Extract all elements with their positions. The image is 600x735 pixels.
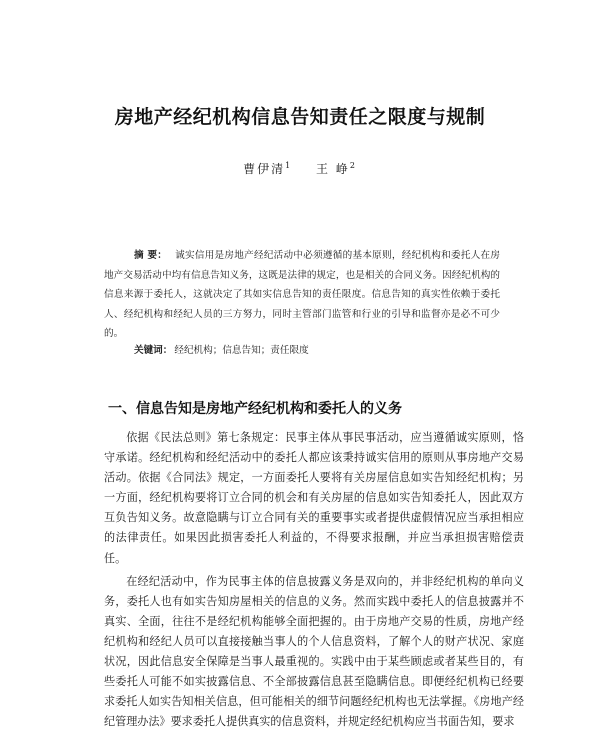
body-text: [104, 428, 524, 735]
body-paragraph: 依据《民法总则》第七条规定：民事主体从事民事活动，应当遵循诚实原则，恪守承诺。经纪机构和经纪活动中的委托人都应该秉持诚实信用的原则从事房地产交易活动。依据《合同法》规定，一方面委托人要将有关房屋信息如实告知经纪机构；另一方面，经纪机构要将订立合同的机会和有关房屋的信息如实告知委托人，因此双方互负告知义务。故意隐瞒与订立合同有关的重要事实或者提供虚假情况应当承担相应的法律责任。如果因此损害委托人利益的，不得要求报酬，并应当承担损害赔偿责任。: [104, 431, 524, 565]
author-name: 王 峥: [316, 162, 350, 176]
keywords-label: 关键词：: [134, 345, 173, 356]
abstract-text: 诚实信用是房地产经纪活动中必须遵循的基本原则，经纪机构和委托人在房地产交易活动中均有信息告知义务，这既是法律的规定，也是相关的合同义务。因经纪机构的信息来源于委托人，这就决定了其如实信息告知的责任限度。信息告知的真实性依赖于委托人、经纪机构和经纪人员的三方努力，同时主管部门监管和行业的引导和监督亦是必不可少的。: [104, 250, 500, 339]
keywords: [134, 342, 514, 356]
author-name: 曹伊清: [243, 162, 286, 176]
author-affiliation-mark: 1: [285, 161, 293, 170]
paper-title: 房地产经纪机构信息告知责任之限度与规制: [114, 106, 486, 128]
abstract-label: 摘 要：: [134, 250, 168, 261]
keywords-text: 经纪机构；信息告知；责任限度: [174, 345, 309, 356]
abstract: [104, 246, 500, 344]
body-paragraph: 在经纪活动中，作为民事主体的信息披露义务是双向的，并非经纪机构的单向义务，委托人也有如实告知房屋相关的信息的义务。然而实践中委托人的信息披露并不真实、全面，往往不是经纪机构能够全面把握的。由于房地产交易的性质，房地产经纪机构和经纪人员可以直接接触当事人的个人信息资料，了解个人的财产状况、家庭状况，因此信息安全保障是当事人最重视的。实践中由于某些顾虑或者某些目的，有些委托人可能不如实披露信息、不全部披露信息甚至隐瞒信息。即便经纪机构已经要求委托人如实告知相关信息，但可能相关的细节问题经纪机构也无法掌握。《房地产经纪管理办法》要求委托人提供真实的信息资料，并规定经纪机构应当书面告知，要求: [104, 574, 524, 729]
author-affiliation-mark: 2: [349, 161, 357, 170]
section-heading: 一、信息告知是房地产经纪机构和委托人的义务: [108, 401, 402, 417]
author-line: [0, 160, 600, 177]
